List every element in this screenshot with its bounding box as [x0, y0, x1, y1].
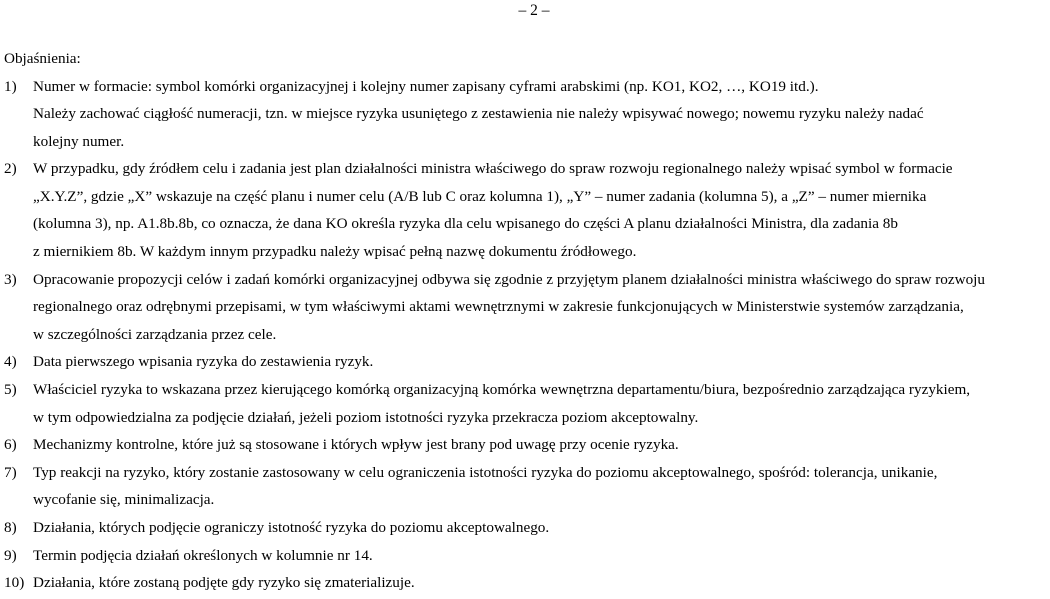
- note-number: 1): [4, 77, 17, 95]
- note-item-7: [4, 459, 1050, 514]
- note-number: 6): [4, 436, 17, 454]
- note-number: 2): [4, 160, 17, 178]
- note-number: 9): [4, 546, 17, 564]
- note-number: 8): [4, 519, 17, 536]
- note-number: 10): [4, 574, 25, 592]
- note-text: Mechanizmy kontrolne, które już są stosowane i których wpływ jest brany pod uwagę przy ocenie ryzyka.: [33, 436, 679, 454]
- note-text: Numer w formacie: symbol komórki organizacyjnej i kolejny numer zapisany cyframi arabskimi (np. KO1, KO2, …, KO19 itd.). Należy zachować ciągłość numeracji, tzn. w miejsce ryzyka usuniętego z zestawienia nie należy wpisywać nowego; nowemu ryzyku należy nadać kolejny numer.: [33, 77, 924, 150]
- note-text: Typ reakcji na ryzyko, który zostanie zastosowany w celu ograniczenia istotności ryzyka do poziomu akceptowalnego, spośród: tolerancja, unikanie, wycofanie się, minimalizacja.: [33, 463, 938, 509]
- note-item-5: [4, 376, 1050, 431]
- note-item-2: [4, 155, 1050, 265]
- note-text: Opracowanie propozycji celów i zadań komórki organizacyjnej odbywa się zgodnie z przyjętym planem działalności ministra właściwego do spraw rozwoju regionalnego oraz odrębnymi przepisami, w tym właściwymi aktami wewnętrznymi w zakresie funkcjonujących w Ministerstwie systemów zarządzania, w szczególności zarządzania przez cele.: [33, 270, 985, 343]
- note-number: 4): [4, 353, 17, 371]
- note-item-1: [4, 73, 1050, 156]
- note-item-9: [4, 542, 1050, 570]
- explanations-list: [4, 73, 1050, 597]
- note-item-10: [4, 569, 1050, 597]
- explanations-heading: Objaśnienia:: [4, 50, 81, 67]
- note-number: 7): [4, 463, 17, 481]
- page-number: – 2 –: [518, 2, 550, 19]
- note-number: 5): [4, 381, 17, 399]
- note-text: Działania, których podjęcie ograniczy istotność ryzyka do poziomu akceptowalnego.: [33, 519, 550, 536]
- note-text: Termin podjęcia działań określonych w kolumnie nr 14.: [33, 546, 373, 564]
- note-item-4: [4, 348, 1050, 376]
- note-number: 3): [4, 270, 17, 288]
- note-item-8: [4, 514, 1050, 542]
- note-text: Właściciel ryzyka to wskazana przez kierującego komórką organizacyjną komórka wewnętrzna departamentu/biura, bezpośrednio zarządzająca ryzykiem, w tym odpowiedzialna za podjęcie działań, jeżeli poziom istotności ryzyka przekracza poziom akceptowalny.: [33, 381, 971, 426]
- note-item-6: [4, 431, 1050, 459]
- note-text: Działania, które zostaną podjęte gdy ryzyko się zmaterializuje.: [33, 574, 415, 592]
- note-text: W przypadku, gdy źródłem celu i zadania jest plan działalności ministra właściwego do spraw rozwoju regionalnego należy wpisać symbol w formacie „X.Y.Z”, gdzie „X” wskazuje na część planu i numer celu (A/B lub C oraz kolumna 1), „Y” – numer zadania (kolumna 5), a „Z” – numer miernika (kolumna 3), np. A1.8b.8b, co oznacza, że dana KO określa ryzyka dla celu wpisanego do części A planu działalności Ministra, dla zadania 8b z miernikiem 8b. W każdym innym przypadku należy wpisać pełną nazwę dokumentu źródłowego.: [33, 160, 953, 261]
- note-text: Data pierwszego wpisania ryzyka do zestawienia ryzyk.: [33, 353, 374, 371]
- note-item-3: [4, 266, 1050, 349]
